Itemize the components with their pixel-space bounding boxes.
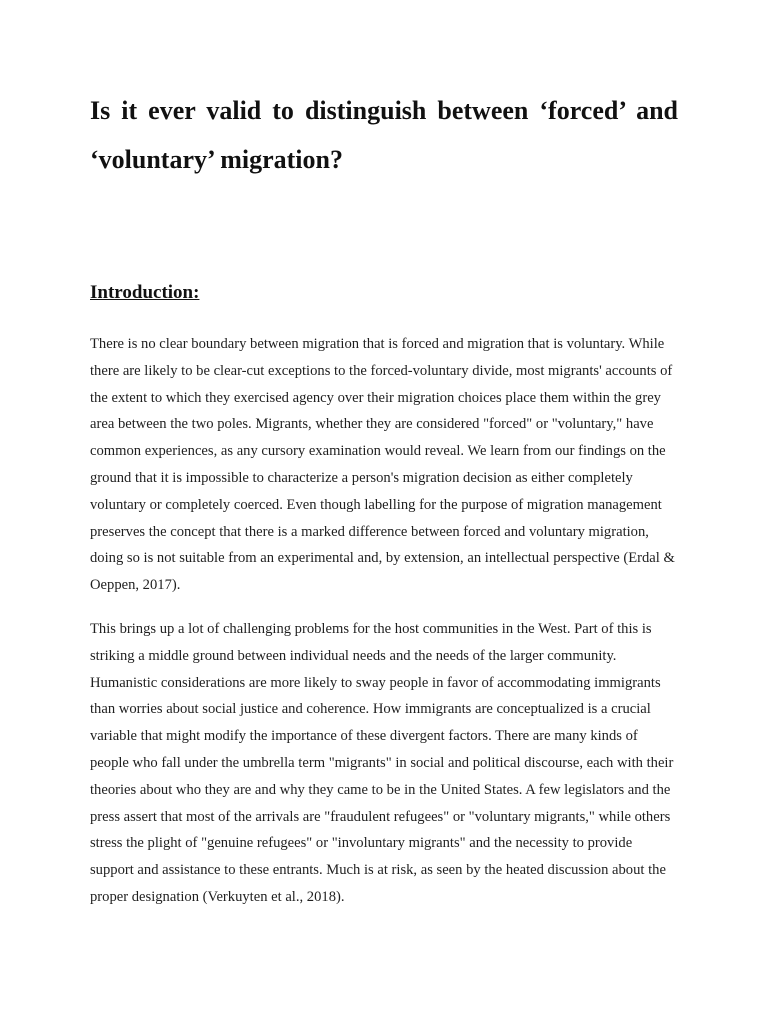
paragraph-2: This brings up a lot of challenging problems for the host communities in the West. Part of this is striking a middle ground between individual needs and the needs of the larger community. Humanistic considerations are more likely to sway people in favor of accommodating immigrants than worries about social justice and coherence. How immigrants are conceptualized is a crucial variable that might modify the importance of these divergent factors. There are many kinds of people who fall under the umbrella term "migrants" in social and political discourse, each with their theories about who they are and why they came to be in the United States. A few legislators and the press assert that most of the arrivals are "fraudulent refugees" or "voluntary migrants," while others stress the plight of "genuine refugees" or "involuntary migrants" and the necessity to provide support and assistance to these entrants. Much is at risk, as seen by the heated discussion about the proper designation (Verkuyten et al., 2018).: [90, 620, 674, 905]
paragraph-1: There is no clear boundary between migration that is forced and migration that is voluntary. While there are likely to be clear-cut exceptions to the forced-voluntary divide, most migrants' accounts of the extent to which they exercised agency over their migration choices place them within the grey area between the two poles. Migrants, whether they are considered "forced" or "voluntary," have common experiences, as any cursory examination would reveal. We learn from our findings on the ground that it is impossible to characterize a person's migration decision as either completely voluntary or completely coerced. Even though labelling for the purpose of migration management preserves the concept that there is a marked difference between forced and voluntary migration, doing so is not suitable from an experimental and, by extension, an intellectual perspective (Erdal & Oeppen, 2017).: [90, 336, 675, 594]
section-heading-introduction: Introduction:: [90, 282, 200, 303]
document-title: Is it ever valid to distinguish between ‘forced’ and ‘voluntary’ migration?: [90, 96, 678, 174]
